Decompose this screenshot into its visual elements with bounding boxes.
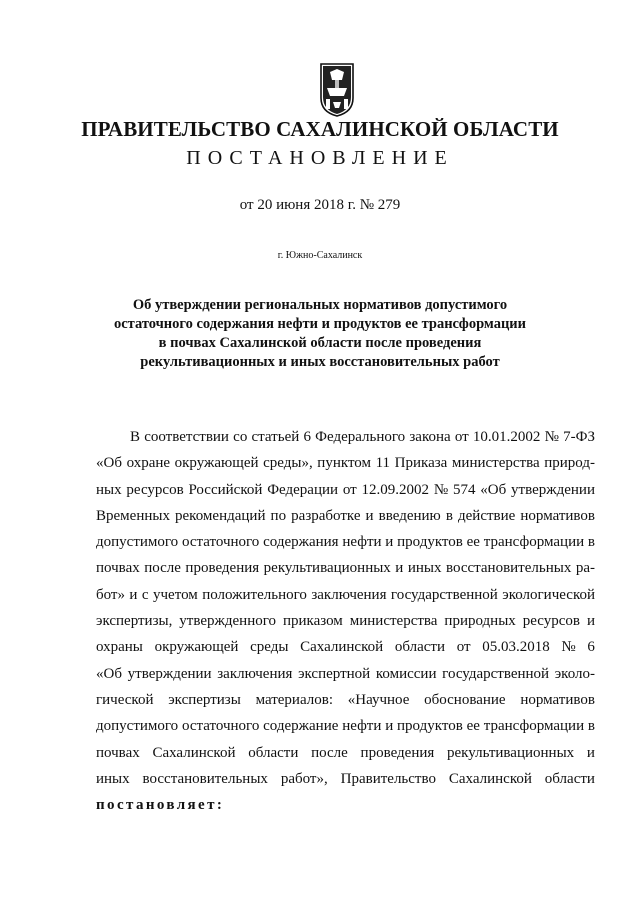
title-line: в почвах Сахалинской области после проведения xyxy=(158,335,482,351)
body-line xyxy=(96,766,595,792)
body-word: восстановительных xyxy=(142,770,268,787)
body-word: 05.03.2018 xyxy=(482,639,550,656)
body-word: допустимого остаточного содержания нефти и продуктов ее трансформации в xyxy=(96,534,595,551)
body-line xyxy=(96,529,595,555)
body-word: экспертизы, утвержденного приказом министерства природных ресурсов и xyxy=(96,613,595,630)
body-word: «Об утверждении заключения экспертной комиссии государственной эколо- xyxy=(96,665,595,682)
body-word: экспертизы xyxy=(168,691,241,708)
body-word: области xyxy=(394,639,445,656)
body-line xyxy=(96,740,595,766)
body-line xyxy=(96,477,595,503)
body-line xyxy=(96,687,595,713)
body-word: № xyxy=(561,639,576,656)
body-line xyxy=(96,450,595,476)
title-line: рекультивационных и иных восстановительных работ xyxy=(140,354,500,370)
body-word: Сахалинской xyxy=(300,639,384,656)
document-city: г. Южно-Сахалинск xyxy=(277,250,363,261)
document-date-number: от 20 июня 2018 г. № 279 xyxy=(239,197,401,213)
body-word: окружающей xyxy=(154,639,239,656)
body-word: бот» и с учетом положительного заключения государственной экологической xyxy=(96,586,595,603)
body-word: допустимого остаточного содержание нефти и продуктов ее трансформации в xyxy=(96,718,595,735)
body-word: ных ресурсов Российской Федерации от 12.09.2002 № 574 «Об утверждении xyxy=(96,481,595,498)
body-word: области xyxy=(544,770,595,787)
document-title xyxy=(0,296,640,372)
coat-of-arms-icon xyxy=(317,58,357,118)
body-word: иных xyxy=(96,770,130,787)
body-word: Сахалинской xyxy=(152,744,236,761)
body-word: «Об охране окружающей среды», пунктом 11 Приказа министерства природ- xyxy=(96,455,595,472)
organization-name: ПРАВИТЕЛЬСТВО САХАЛИНСКОЙ ОБЛАСТИ xyxy=(81,117,559,141)
body-line xyxy=(96,792,595,818)
body-word: среды xyxy=(250,639,289,656)
body-line xyxy=(96,661,595,687)
body-word: 6 xyxy=(587,639,595,656)
body-line xyxy=(96,424,595,450)
body-line xyxy=(96,713,595,739)
body-word: почвах xyxy=(96,744,140,761)
body-word: Временных рекомендаций по разработке и введению в действие нормативов xyxy=(96,507,595,524)
body-word: рекультивационных xyxy=(447,744,575,761)
body-word: материалов: xyxy=(255,691,333,708)
body-word: охраны xyxy=(96,639,143,656)
body-word: гической xyxy=(96,691,154,708)
document-type: ПОСТАНОВЛЕНИЕ xyxy=(186,147,454,169)
body-word: области xyxy=(248,744,299,761)
body-word: после xyxy=(311,744,348,761)
body-word: работ», xyxy=(280,770,328,787)
resolution-word: постановляет: xyxy=(96,797,225,814)
body-word: проведения xyxy=(360,744,435,761)
body-line xyxy=(96,503,595,529)
body-word: и xyxy=(586,744,595,761)
body-word: от xyxy=(456,639,471,656)
title-line: Об утверждении региональных нормативов допустимого xyxy=(132,297,508,313)
document-body xyxy=(96,424,595,818)
body-line xyxy=(96,608,595,634)
body-line xyxy=(96,582,595,608)
body-word: Сахалинской xyxy=(448,770,532,787)
body-word: Правительство xyxy=(340,770,436,787)
title-line: остаточного содержания нефти и продуктов ее трансформации xyxy=(113,316,527,332)
body-word: почвах после проведения рекультивационных и иных восстановительных ра- xyxy=(96,560,595,577)
body-word: обоснование xyxy=(424,691,506,708)
body-line xyxy=(96,634,595,660)
body-word: В соответствии со статьей 6 Федерального закона от 10.01.2002 № 7-ФЗ xyxy=(130,429,595,445)
body-line xyxy=(96,555,595,581)
body-word: «Научное xyxy=(347,691,410,708)
body-word: нормативов xyxy=(520,691,595,708)
